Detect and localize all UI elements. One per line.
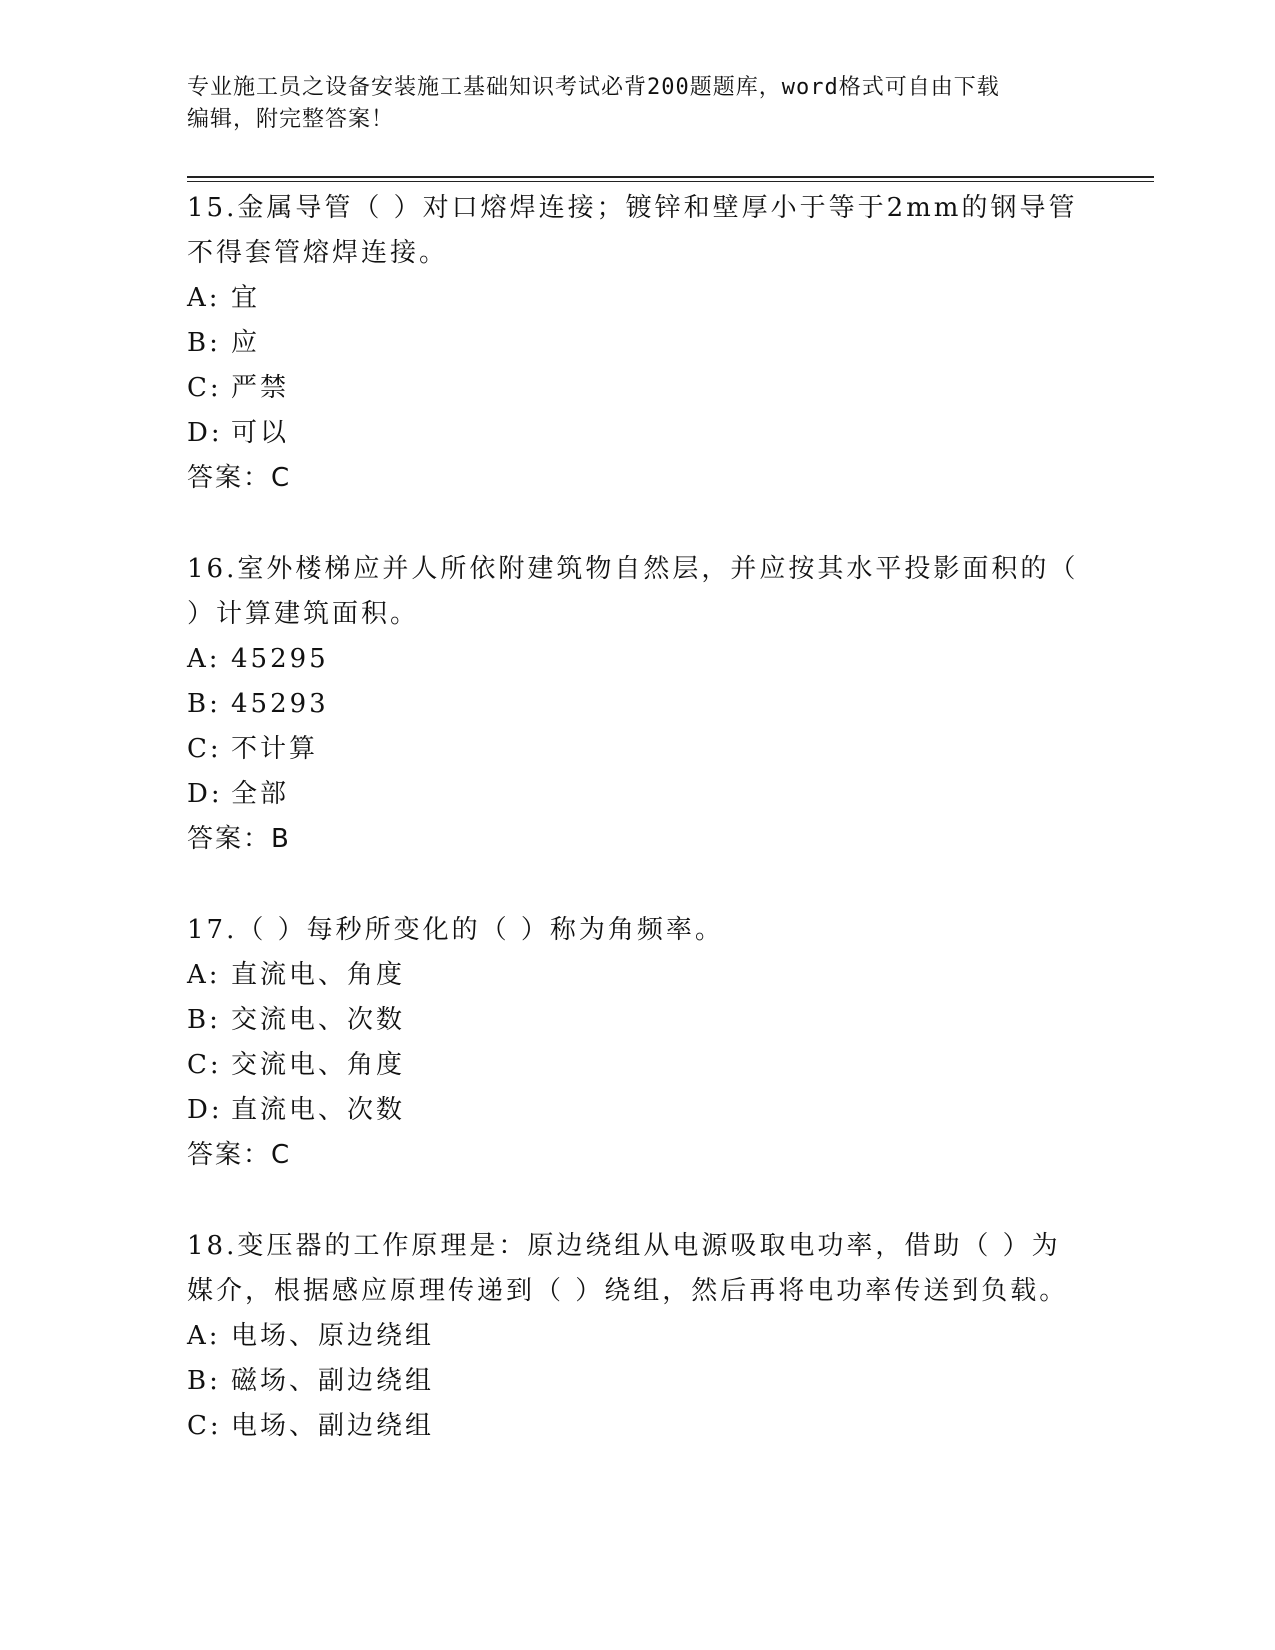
question-text-line: 15.金属导管（ ）对口熔焊连接；镀锌和壁厚小于等于2mm的钢导管 [187,193,1078,223]
question-text [187,908,1087,953]
header-divider-thick [187,176,1154,178]
option-letter: B: [187,1005,221,1035]
option-a [187,953,1087,998]
option-text: 磁场、副边绕组 [231,1366,435,1396]
question-text [187,547,1087,637]
answer-label: 答案：B [187,824,291,854]
option-a [187,637,1087,682]
question-text-line: 16.室外楼梯应并人所依附建筑物自然层，并应按其水平投影面积的（ [187,554,1079,584]
document-header [187,72,1087,136]
question-15 [187,186,1087,501]
answer-label: 答案：C [187,1140,292,1170]
option-letter: C: [187,1050,222,1080]
option-d [187,411,1087,456]
question-text-line: 媒介，根据感应原理传递到（ ）绕组，然后再将电功率传送到负载。 [187,1276,1069,1306]
option-letter: A: [187,1321,221,1351]
option-letter: A: [187,644,221,674]
option-letter: A: [187,960,221,990]
option-letter: B: [187,1366,221,1396]
question-18 [187,1224,1087,1449]
header-divider-thin [187,181,1154,182]
option-letter: D: [187,1095,223,1125]
header-line-2: 编辑，附完整答案！ [187,107,395,132]
question-16 [187,547,1087,862]
option-c [187,727,1087,772]
option-text: 45295 [231,644,329,674]
option-text: 交流电、次数 [231,1005,406,1035]
answer-label: 答案：C [187,463,292,493]
question-text-line: 17.（ ）每秒所变化的（ ）称为角频率。 [187,915,724,945]
option-letter: D: [187,779,223,809]
option-text: 全部 [231,779,290,809]
option-text: 不计算 [231,734,319,764]
option-b [187,998,1087,1043]
option-letter: B: [187,689,221,719]
option-text: 严禁 [231,373,290,403]
question-text-line: ）计算建筑面积。 [187,599,420,629]
option-text: 交流电、角度 [231,1050,406,1080]
option-text: 电场、副边绕组 [231,1411,435,1441]
option-b [187,1359,1087,1404]
question-list [187,186,1087,1495]
option-c [187,1043,1087,1088]
option-letter: D: [187,418,223,448]
option-b [187,682,1087,727]
question-text [187,1224,1087,1314]
option-b [187,321,1087,366]
option-letter: A: [187,283,221,313]
question-17 [187,908,1087,1178]
option-c [187,366,1087,411]
option-letter: B: [187,328,221,358]
option-a [187,276,1087,321]
option-letter: C: [187,734,222,764]
option-a [187,1314,1087,1359]
question-text [187,186,1087,276]
question-text-line: 不得套管熔焊连接。 [187,238,449,268]
option-d [187,772,1087,817]
option-text: 直流电、角度 [231,960,406,990]
option-text: 宜 [231,283,261,313]
option-text: 可以 [231,418,290,448]
option-c [187,1404,1087,1449]
option-text: 直流电、次数 [231,1095,406,1125]
option-text: 45293 [231,689,329,719]
option-letter: C: [187,373,222,403]
option-text: 电场、原边绕组 [231,1321,435,1351]
header-line-1: 专业施工员之设备安装施工基础知识考试必背200题题库，word格式可自由下载 [187,75,1000,100]
question-text-line: 18.变压器的工作原理是：原边绕组从电源吸取电功率，借助（ ）为 [187,1231,1061,1261]
option-letter: C: [187,1411,222,1441]
option-text: 应 [231,328,261,358]
option-d [187,1088,1087,1133]
